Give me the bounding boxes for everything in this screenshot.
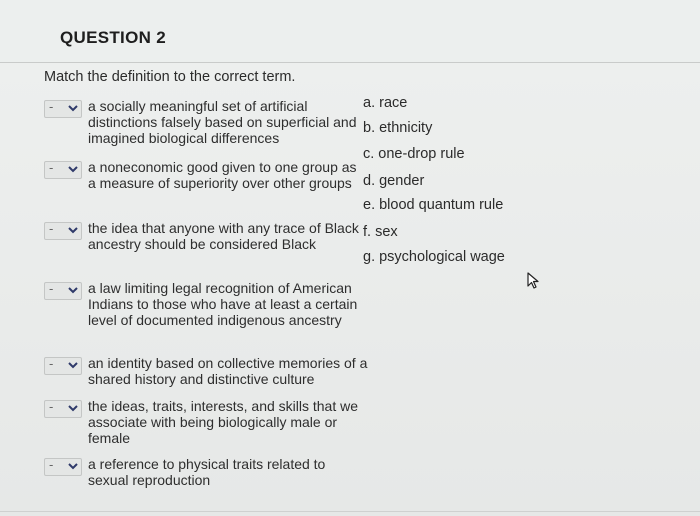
choice-g: g. psychological wage xyxy=(363,249,505,265)
match-select-4[interactable] xyxy=(44,282,82,300)
match-select-5[interactable] xyxy=(44,357,82,375)
selected-value: - xyxy=(49,457,54,472)
selected-value: - xyxy=(49,356,54,371)
selected-value: - xyxy=(49,399,54,414)
match-select-3[interactable] xyxy=(44,222,82,240)
choice-c: c. one-drop rule xyxy=(363,146,465,162)
chevron-down-icon xyxy=(67,163,79,175)
definition-text: a law limiting legal recognition of American Indians to those who have at least a certain level of documented indigenous ancestry xyxy=(88,280,358,328)
mouse-pointer-icon xyxy=(526,271,542,291)
match-select-6[interactable] xyxy=(44,400,82,418)
chevron-down-icon xyxy=(67,359,79,371)
selected-value: - xyxy=(49,99,54,114)
chevron-down-icon xyxy=(67,402,79,414)
definition-text: the idea that anyone with any trace of Black ancestry should be considered Black xyxy=(88,220,359,252)
match-select-7[interactable] xyxy=(44,458,82,476)
question-title: QUESTION 2 xyxy=(60,28,166,47)
chevron-down-icon xyxy=(67,224,79,236)
match-select-2[interactable] xyxy=(44,161,82,179)
match-select-1[interactable] xyxy=(44,100,82,118)
divider xyxy=(0,511,700,512)
question-instructions: Match the definition to the correct term. xyxy=(44,69,296,85)
definition-text: a socially meaningful set of artificial distinctions falsely based on superficial and imagined biological differences xyxy=(88,98,357,146)
choice-d: d. gender xyxy=(363,173,425,189)
definition-text: the ideas, traits, interests, and skills that we associate with being biologically male or female xyxy=(88,398,359,446)
choice-e: e. blood quantum rule xyxy=(363,197,504,213)
selected-value: - xyxy=(49,281,54,296)
selected-value: - xyxy=(49,160,54,175)
definition-text: a noneconomic good given to one group as a measure of superiority over other groups xyxy=(88,159,357,191)
chevron-down-icon xyxy=(67,102,79,114)
chevron-down-icon xyxy=(67,284,79,296)
choice-b: b. ethnicity xyxy=(363,120,433,136)
question-header xyxy=(0,0,700,63)
choice-a: a. race xyxy=(363,95,408,111)
definition-text: an identity based on collective memories of a shared history and distinctive culture xyxy=(88,355,368,387)
selected-value: - xyxy=(49,221,54,236)
chevron-down-icon xyxy=(67,460,79,472)
definition-text: a reference to physical traits related to sexual reproduction xyxy=(88,456,326,488)
choice-f: f. sex xyxy=(363,224,398,240)
